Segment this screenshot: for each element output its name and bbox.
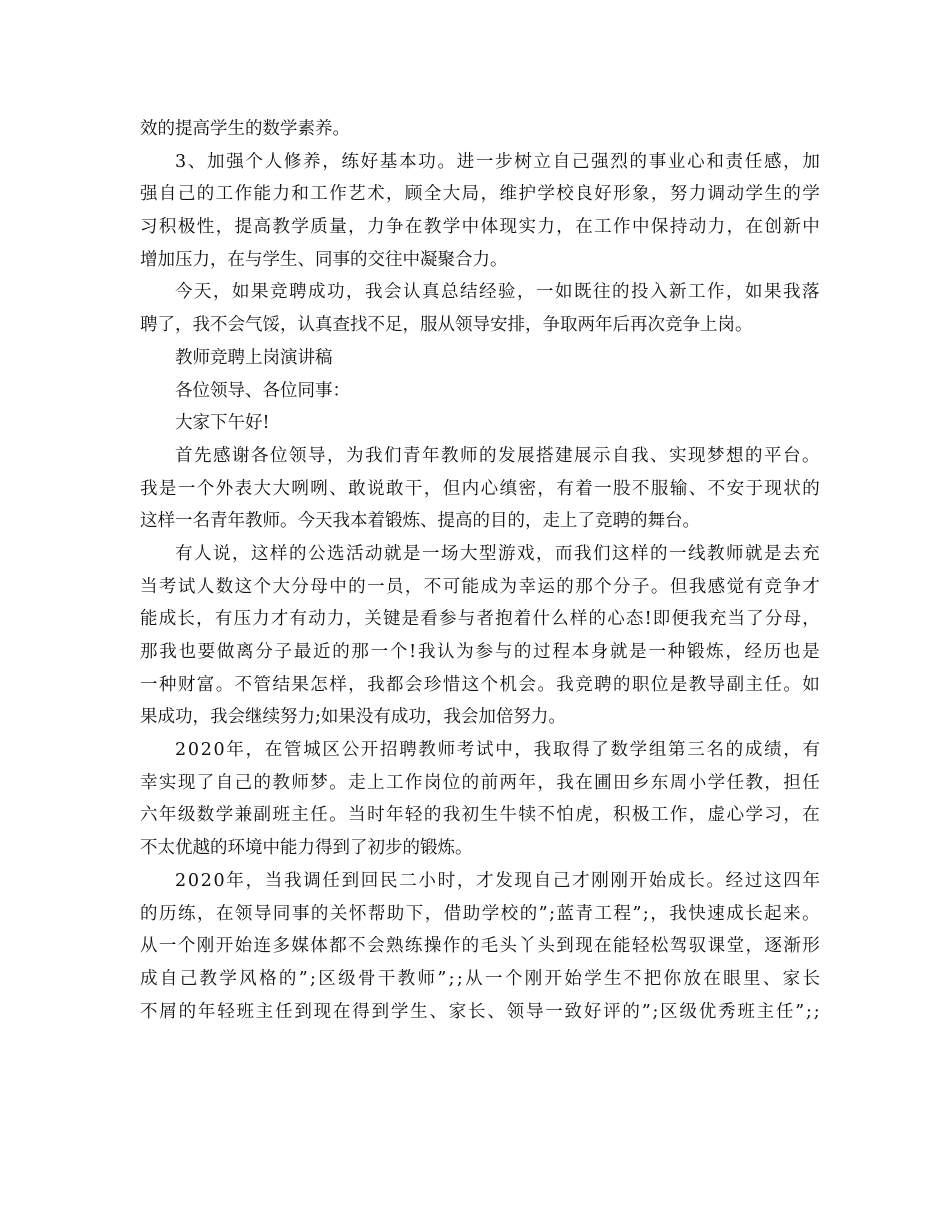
text-line: 教师竞聘上岗演讲稿: [175, 347, 333, 368]
text-line: 各位领导、各位同事：: [175, 380, 350, 401]
text-line: 2 0 2 0 年 ， 在 管 城 区 公 开 招 聘 教 师 考 试 中 ， 我 取 得 了 数 学 组 第 三 名 的 成 绩 ， 有: [175, 740, 820, 761]
text-line: 成 自 己 教 学 风 格 的 ” ; 区 级 骨 干 教 师 ” ; ; 从 一 个 刚 开 始 学 生 不 把 你 放 在 眼 里 、 家 长: [140, 968, 820, 989]
text-line: 有 人 说 ， 这 样 的 公 选 活 动 就 是 一 场 大 型 游 戏 ， 而 我 们 这 样 的 一 线 教 师 就 是 去 充: [175, 543, 820, 564]
text-line: 今 天 ， 如 果 竞 聘 成 功 ， 我 会 认 真 总 结 经 验 ， 一 如 既 往 的 投 入 新 工 作 ， 如 果 我 落: [175, 282, 820, 303]
text-line: 能 成 长 ， 有 压 力 才 有 动 力 ， 关 键 是 看 参 与 者 抱 着 什 么 样 的 心 态 ! 即 便 我 充 当 了 分 母 ，: [140, 609, 820, 630]
text-line: 那 我 也 要 做 离 分 子 最 近 的 那 一 个 ! 我 认 为 参 与 的 过 程 本 身 就 是 一 种 锻 炼 ， 经 历 也 是: [140, 642, 820, 662]
text-line: 不 屑 的 年 轻 班 主 任 到 现 在 得 到 学 生 、 家 长 、 领 导 一 致 好 评 的 ” ; 区 级 优 秀 班 主 任 ” ; ;: [140, 1001, 820, 1022]
text-line: 我 是 一 个 外 表 大 大 咧 咧 、 敢 说 敢 干 ， 但 内 心 缜 密 ， 有 着 一 股 不 服 输 、 不 安 于 现 状 的: [140, 478, 820, 499]
text-line: 习 积 极 性 ， 提 高 教 学 质 量 ， 力 争 在 教 学 中 体 现 实 力 ， 在 工 作 中 保 持 动 力 ， 在 创 新 中: [140, 217, 820, 238]
text-line: 3 、 加 强 个 人 修 养 ， 练 好 基 本 功 。 进 一 步 树 立 自 己 强 烈 的 事 业 心 和 责 任 感 ， 加: [175, 151, 820, 172]
text-line: 的 历 练 ， 在 领 导 同 事 的 关 怀 帮 助 下 ， 借 助 学 校 的 ” ; 蓝 青 工 程 ” ; ， 我 快 速 成 长 起 来 。: [140, 903, 820, 924]
text-line: 不太优越的环境中能力得到了初步的锻炼。: [140, 838, 473, 859]
text-line: 大家下午好!: [175, 413, 270, 434]
text-line: 从 一 个 刚 开 始 连 多 媒 体 都 不 会 熟 练 操 作 的 毛 头 丫 头 到 现 在 能 轻 松 驾 驭 课 堂 ， 逐 渐 形: [140, 936, 820, 957]
text-line: 强 自 己 的 工 作 能 力 和 工 作 艺 术 ， 顾 全 大 局 ， 维 护 学 校 良 好 形 象 ， 努 力 调 动 学 生 的 学: [140, 184, 820, 205]
text-line: 增加压力，在与学生、同事的交往中凝聚合力。: [140, 249, 508, 270]
text-line: 2 0 2 0 年 ， 当 我 调 任 到 回 民 二 小 时 ， 才 发 现 自 己 才 刚 刚 开 始 成 长 。 经 过 这 四 年: [175, 870, 820, 891]
text-line: 幸 实 现 了 自 己 的 教 师 梦 。 走 上 工 作 岗 位 的 前 两 年 ， 我 在 圃 田 乡 东 周 小 学 任 教 ， 担 任: [140, 772, 820, 793]
text-line: 当 考 试 人 数 这 个 大 分 母 中 的 一 员 ， 不 可 能 成 为 幸 运 的 那 个 分 子 。 但 我 感 觉 有 竞 争 才: [140, 576, 820, 597]
text-line: 六 年 级 数 学 兼 副 班 主 任 。 当 时 年 轻 的 我 初 生 牛 犊 不 怕 虎 ， 积 极 工 作 ， 虚 心 学 习 ， 在: [140, 805, 820, 826]
text-line: 果成功，我会继续努力;如果没有成功，我会加倍努力。: [140, 707, 566, 728]
text-line: 这样一名青年教师。今天我本着锻炼、提高的目的，走上了竞聘的舞台。: [140, 511, 700, 532]
text-line: 聘了，我不会气馁，认真查找不足，服从领导安排，争取两年后再次竞争上岗。: [140, 315, 753, 336]
document-body: [140, 113, 820, 1028]
text-line: 效的提高学生的数学素养。: [140, 119, 350, 139]
text-line: 首 先 感 谢 各 位 领 导 ， 为 我 们 青 年 教 师 的 发 展 搭 建 展 示 自 我 、 实 现 梦 想 的 平 台 。: [175, 445, 820, 466]
text-line: 一 种 财 富 。 不 管 结 果 怎 样 ， 我 都 会 珍 惜 这 个 机 会 。 我 竞 聘 的 职 位 是 教 导 副 主 任 。 如: [140, 674, 820, 695]
